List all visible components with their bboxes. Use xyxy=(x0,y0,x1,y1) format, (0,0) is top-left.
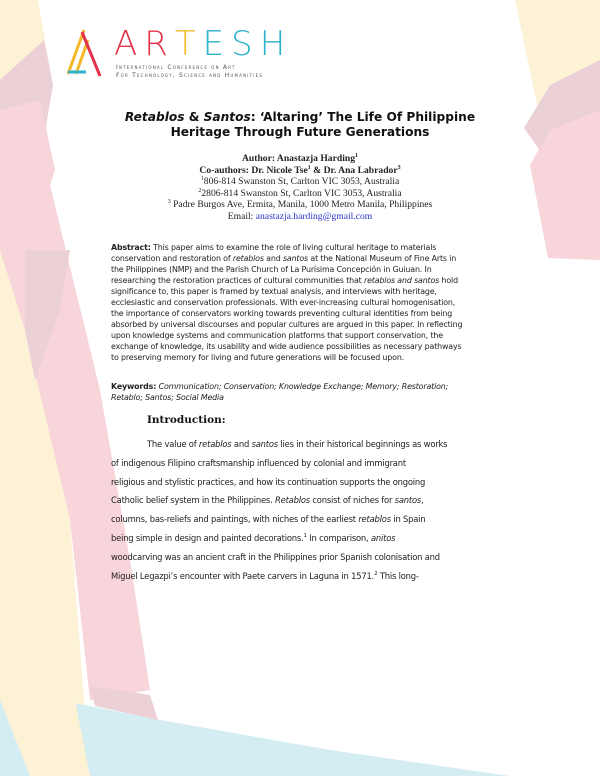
superscript: 3 xyxy=(167,198,171,205)
text-run: significance to, this paper is framed by textual analysis, and interviews with heritage, xyxy=(111,287,437,297)
affiliation-text: 806-814 Swanston St, Carlton VIC 3053, Australia xyxy=(203,176,400,187)
title-ampersand: & xyxy=(184,110,204,124)
keywords-list: Retablo; Santos; Social Media xyxy=(111,393,224,402)
email-link[interactable]: anastazja.harding@gmail.com xyxy=(255,210,373,222)
paper-title xyxy=(100,110,500,140)
affiliation-text: 2806-814 Swanston St, Carlton VIC 3053, Australia xyxy=(201,187,402,199)
author-name: Author: Anastazja Harding xyxy=(242,153,355,164)
logo-letter: A xyxy=(114,24,145,64)
keywords-line-1 xyxy=(111,381,496,392)
text-run: retablos xyxy=(232,254,264,264)
abstract-label: Abstract: xyxy=(111,243,151,252)
logo-letter: E xyxy=(202,24,232,64)
abstract-line xyxy=(111,352,496,363)
author-line xyxy=(100,153,500,165)
abstract-line xyxy=(111,286,496,297)
text-run: researching the restoration practices of cultural communities that xyxy=(111,276,364,286)
text-run: 2 xyxy=(374,570,378,577)
text-run: consist of niches for xyxy=(309,495,395,506)
coauthors-line xyxy=(100,165,500,177)
abstract xyxy=(111,242,496,364)
body-line xyxy=(111,567,501,586)
text-run: This long- xyxy=(377,570,419,581)
text-run: ecclesiastic and conservation professionals. With ever-increasing cultural homogenisation, xyxy=(111,298,456,308)
superscript: 1 xyxy=(355,152,358,159)
text-run: Miguel Legazpi’s encounter with Paete carvers in Laguna in 1571. xyxy=(111,570,375,581)
coauthor-name-2: & Dr. Ana Labrador xyxy=(310,164,398,176)
abstract-line xyxy=(111,297,496,308)
logo-subtitle-line-2: For Technology, Science and Humanities xyxy=(116,72,264,79)
text-run: Catholic belief system in the Philippines. xyxy=(111,495,275,506)
abstract-line xyxy=(111,330,496,341)
text-run: exchange of knowledge, its usability and wide audience possibilities as necessary pathways xyxy=(111,342,462,352)
text-run: and xyxy=(263,254,283,264)
text-run: santos xyxy=(251,439,278,449)
text-run: of indigenous Filipino craftsmanship influenced by colonial and immigrant xyxy=(111,457,406,468)
text-run: lies in their historical beginnings as works xyxy=(277,439,448,449)
logo-letter: T xyxy=(174,24,203,64)
logo-letter: R xyxy=(144,24,175,64)
text-run: retablos and santos xyxy=(363,276,440,286)
triangle-logo-icon xyxy=(64,26,108,78)
text-run: columns, bas-reliefs and paintings, with niches of the earliest xyxy=(111,514,359,525)
abstract-line xyxy=(111,264,496,275)
text-run: , xyxy=(421,495,424,506)
title-italic-santos: Santos xyxy=(203,110,251,124)
text-run: conservation and restoration of xyxy=(111,254,233,264)
keywords xyxy=(111,381,496,403)
body-line xyxy=(111,435,501,454)
text-run: In comparison, xyxy=(306,532,371,543)
keywords-list: Communication; Conservation; Knowledge Exchange; Memory; Restoration; xyxy=(156,382,449,391)
abstract-line xyxy=(111,319,496,330)
affiliation-2 xyxy=(100,188,500,200)
text-run: the Philippines (NMP) and the Parish Church of La Purísima Concepción in Guiuan. In xyxy=(111,265,432,275)
logo-letter: S xyxy=(231,24,260,64)
text-run: retablos xyxy=(358,514,391,525)
text-run: The value of xyxy=(147,439,199,449)
title-line-1 xyxy=(100,110,500,125)
title-line-2: Heritage Through Future Generations xyxy=(170,125,430,139)
section-heading-introduction: Introduction: xyxy=(147,414,226,426)
body-line xyxy=(111,454,501,473)
abstract-line xyxy=(111,308,496,319)
body-line xyxy=(111,473,501,492)
affiliation-text: Padre Burgos Ave, Ermita, Manila, 1000 Metro Manila, Philippines xyxy=(170,199,433,210)
body-line xyxy=(111,529,501,548)
text-run: religious and stylistic practices, and how its continuation supports the ongoing xyxy=(111,476,426,487)
superscript: 1 xyxy=(200,175,204,182)
body-line xyxy=(111,510,501,529)
superscript: 1 xyxy=(307,164,311,171)
superscript: 2 xyxy=(198,187,202,194)
logo-subtitle-line-1: International Conference on Art xyxy=(116,64,236,71)
author-block xyxy=(100,153,500,222)
text-run: hold xyxy=(439,276,458,286)
text-run: woodcarving was an ancient craft in the Philippines prior Spanish colonisation and xyxy=(111,551,440,562)
abstract-line xyxy=(111,253,496,264)
coauthor-name: Co-authors: Dr. Nicole Tse xyxy=(199,164,308,176)
text-run: the importance of conservators working towards preventing cultural identities from being xyxy=(111,309,453,319)
text-run: to preserving memory for living and future generations will be focused upon. xyxy=(111,353,405,363)
text-run: Retablos xyxy=(275,495,310,506)
superscript: 3 xyxy=(397,164,401,171)
text-run: retablos xyxy=(198,439,232,449)
text-run: in Spain xyxy=(390,514,426,525)
affiliation-1 xyxy=(100,176,500,188)
logo-wordmark xyxy=(114,26,292,62)
title-rest: : ‘Altaring’ The Life Of Philippine xyxy=(250,110,476,124)
text-run: being simple in design and painted decorations. xyxy=(111,532,304,543)
title-italic-retablos: Retablos xyxy=(124,110,185,124)
keywords-line-2 xyxy=(111,392,496,403)
email-line xyxy=(100,211,500,223)
text-run: This paper aims to examine the role of living cultural heritage to materials xyxy=(150,243,437,252)
affiliation-3 xyxy=(100,199,500,211)
text-run: santos xyxy=(282,254,309,264)
text-run: and xyxy=(231,439,252,449)
email-label: Email: xyxy=(227,210,256,222)
artesh-logo xyxy=(64,26,314,84)
text-run: santos xyxy=(394,495,422,506)
abstract-line xyxy=(111,242,496,253)
abstract-line xyxy=(111,275,496,286)
text-run: 1 xyxy=(303,533,307,540)
logo-letter: H xyxy=(259,24,293,64)
introduction-body xyxy=(111,435,501,585)
keywords-label: Keywords: xyxy=(111,382,157,391)
text-run: absorbed by universal discourses and popular cultures are argued in this paper. In reflecting xyxy=(111,320,463,330)
body-line xyxy=(111,548,501,567)
text-run: anitos xyxy=(370,532,396,543)
text-run: upon knowledge systems and communication platforms that support conservation, the xyxy=(111,331,443,341)
body-line xyxy=(111,491,501,510)
logo-subtitle xyxy=(116,64,263,80)
abstract-line xyxy=(111,341,496,352)
text-run: at the National Museum of Fine Arts in xyxy=(308,254,457,264)
